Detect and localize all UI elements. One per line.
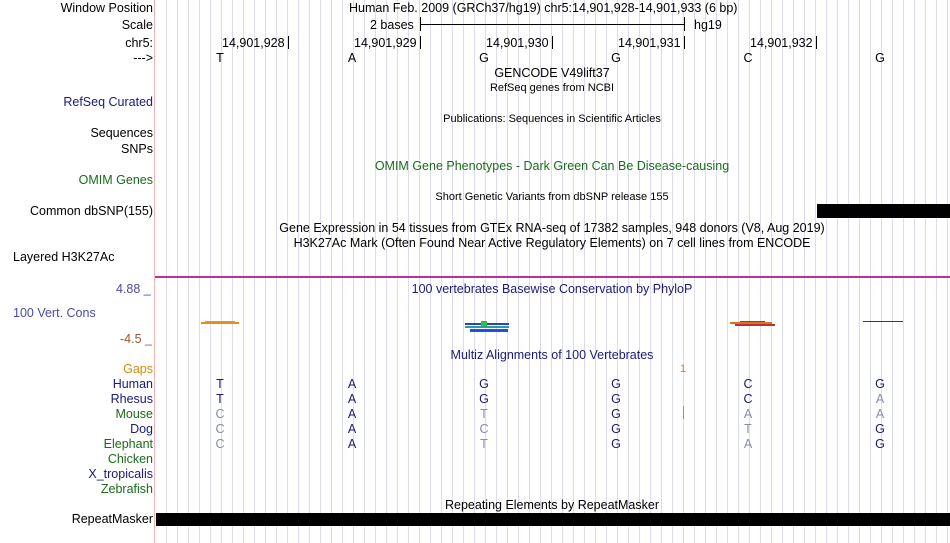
- reference-base: G: [875, 51, 885, 65]
- grid-line: [925, 0, 926, 543]
- species-base: A: [743, 407, 753, 421]
- scale-bar: [420, 17, 685, 31]
- grid-line: [166, 0, 167, 543]
- species-base: C: [479, 422, 489, 436]
- grid-line: [331, 0, 332, 543]
- omim-track-title[interactable]: OMIM Gene Phenotypes - Dark Green Can Be Disease-causing: [374, 159, 730, 173]
- species-base: A: [347, 422, 357, 436]
- ruler-position: 14,901,931: [618, 36, 681, 50]
- mouse-gap-marker: [683, 406, 684, 419]
- ruler-position: 14,901,930: [486, 36, 549, 50]
- species-base: C: [743, 377, 753, 391]
- grid-line: [199, 0, 200, 543]
- grid-line: [254, 0, 255, 543]
- ruler-position: 14,901,928: [222, 36, 285, 50]
- cons-min-label: -4.5 _: [120, 332, 152, 346]
- refseq-label[interactable]: RefSeq Curated: [63, 95, 153, 109]
- grid-line: [914, 0, 915, 543]
- ruler-tick: [684, 36, 685, 49]
- publications-track-title[interactable]: Publications: Sequences in Scientific Articles: [443, 113, 661, 125]
- grid-line: [342, 0, 343, 543]
- grid-line: [188, 0, 189, 543]
- grid-line: [287, 0, 288, 543]
- species-base: C: [215, 407, 225, 421]
- species-label[interactable]: Mouse: [115, 407, 153, 421]
- scale-assembly: hg19: [694, 18, 722, 32]
- species-label[interactable]: X_tropicalis: [88, 467, 153, 481]
- grid-line: [243, 0, 244, 543]
- reference-base: G: [479, 51, 489, 65]
- multiz-track-title[interactable]: Multiz Alignments of 100 Vertebrates: [450, 348, 654, 362]
- grid-line: [793, 0, 794, 543]
- grid-line: [936, 0, 937, 543]
- ruler-tick: [288, 36, 289, 49]
- ruler-tick: [816, 36, 817, 49]
- ruler-position: 14,901,929: [354, 36, 417, 50]
- h3k27ac-track-title[interactable]: H3K27Ac Mark (Often Found Near Active Regulatory Elements) on 7 cell lines from ENCODE: [293, 236, 811, 250]
- species-label[interactable]: Human: [112, 377, 153, 391]
- scale-value: 2 bases: [370, 18, 414, 32]
- grid-line: [826, 0, 827, 543]
- ruler-position: 14,901,932: [750, 36, 813, 50]
- gap-marker: 1: [680, 363, 687, 375]
- grid-line: [837, 0, 838, 543]
- h3k27ac-label[interactable]: Layered H3K27Ac: [13, 250, 115, 264]
- sequences-label[interactable]: Sequences: [90, 126, 153, 140]
- species-base: G: [875, 437, 885, 451]
- grid-line: [870, 0, 871, 543]
- species-base: G: [875, 377, 885, 391]
- reference-base: T: [216, 51, 224, 65]
- grid-line: [892, 0, 893, 543]
- window-position-value[interactable]: Human Feb. 2009 (GRCh37/hg19) chr5:14,901,928-14,901,933 (6 bp): [349, 1, 738, 15]
- repeat-track-title[interactable]: Repeating Elements by RepeatMasker: [444, 498, 659, 512]
- reference-base: A: [347, 51, 357, 65]
- grid-line: [320, 0, 321, 543]
- dbsnp-track-title[interactable]: Short Genetic Variants from dbSNP release 155: [435, 191, 669, 203]
- species-base: A: [875, 392, 885, 406]
- species-base: A: [743, 437, 753, 451]
- grid-line: [804, 0, 805, 543]
- grid-line: [298, 0, 299, 543]
- cons-max-label: 4.88 _: [116, 282, 151, 296]
- strand-label[interactable]: --->: [133, 51, 153, 65]
- species-base: G: [479, 392, 489, 406]
- grid-line: [859, 0, 860, 543]
- grid-line: [210, 0, 211, 543]
- species-base: A: [347, 377, 357, 391]
- refseq-track-title[interactable]: RefSeq genes from NCBI: [489, 82, 615, 94]
- ruler-tick: [552, 36, 553, 49]
- window-position-label: Window Position: [60, 1, 153, 15]
- repeatmasker-bar[interactable]: [156, 513, 950, 526]
- species-base: A: [875, 407, 885, 421]
- species-label[interactable]: Rhesus: [110, 392, 153, 406]
- cons-label[interactable]: 100 Vert. Cons: [13, 306, 96, 320]
- dbsnp-feature-bar[interactable]: [817, 204, 950, 218]
- repeatmasker-label[interactable]: RepeatMasker: [71, 512, 153, 526]
- species-base: C: [215, 437, 225, 451]
- species-base: G: [611, 407, 621, 421]
- grid-line: [947, 0, 948, 543]
- grid-line: [760, 0, 761, 543]
- species-base: T: [480, 407, 488, 421]
- snps-label[interactable]: SNPs: [121, 142, 153, 156]
- ruler-tick: [420, 36, 421, 49]
- species-base: T: [744, 422, 752, 436]
- scale-label: Scale: [121, 18, 153, 32]
- species-base: G: [611, 377, 621, 391]
- species-base: T: [216, 392, 224, 406]
- chrom-label: chr5:: [125, 36, 153, 50]
- grid-line: [177, 0, 178, 543]
- species-base: A: [347, 437, 357, 451]
- grid-line: [815, 0, 816, 543]
- grid-line: [276, 0, 277, 543]
- grid-line: [221, 0, 222, 543]
- cons-wiggle-plot: [155, 310, 950, 340]
- gencode-track-title[interactable]: GENCODE V49lift37: [494, 66, 610, 80]
- reference-base: G: [611, 51, 621, 65]
- species-base: T: [480, 437, 488, 451]
- gtex-track-title[interactable]: Gene Expression in 54 tissues from GTEx RNA-seq of 17382 samples, 948 donors (V8, Aug 2019): [279, 221, 825, 235]
- species-label[interactable]: Chicken: [107, 452, 153, 466]
- label-divider: [154, 0, 155, 543]
- species-base: G: [611, 437, 621, 451]
- species-base: G: [611, 392, 621, 406]
- species-base: G: [611, 422, 621, 436]
- grid-line: [903, 0, 904, 543]
- species-base: A: [347, 407, 357, 421]
- grid-line: [782, 0, 783, 543]
- reference-base: C: [743, 51, 753, 65]
- cons-track-title[interactable]: 100 vertebrates Basewise Conservation by PhyloP: [411, 282, 693, 296]
- species-label[interactable]: Elephant: [103, 437, 153, 451]
- gaps-label[interactable]: Gaps: [123, 362, 153, 376]
- grid-line: [309, 0, 310, 543]
- species-base: G: [479, 377, 489, 391]
- species-base: A: [347, 392, 357, 406]
- dbsnp-label[interactable]: Common dbSNP(155): [30, 204, 153, 218]
- grid-line: [771, 0, 772, 543]
- h3k27ac-baseline: [155, 276, 950, 278]
- species-base: C: [743, 392, 753, 406]
- species-label[interactable]: Zebrafish: [100, 482, 153, 496]
- grid-line: [232, 0, 233, 543]
- grid-line: [848, 0, 849, 543]
- species-base: C: [215, 422, 225, 436]
- grid-line: [881, 0, 882, 543]
- grid-line: [265, 0, 266, 543]
- species-label[interactable]: Dog: [130, 422, 153, 436]
- species-base: T: [216, 377, 224, 391]
- omim-label[interactable]: OMIM Genes: [78, 173, 153, 187]
- species-base: G: [875, 422, 885, 436]
